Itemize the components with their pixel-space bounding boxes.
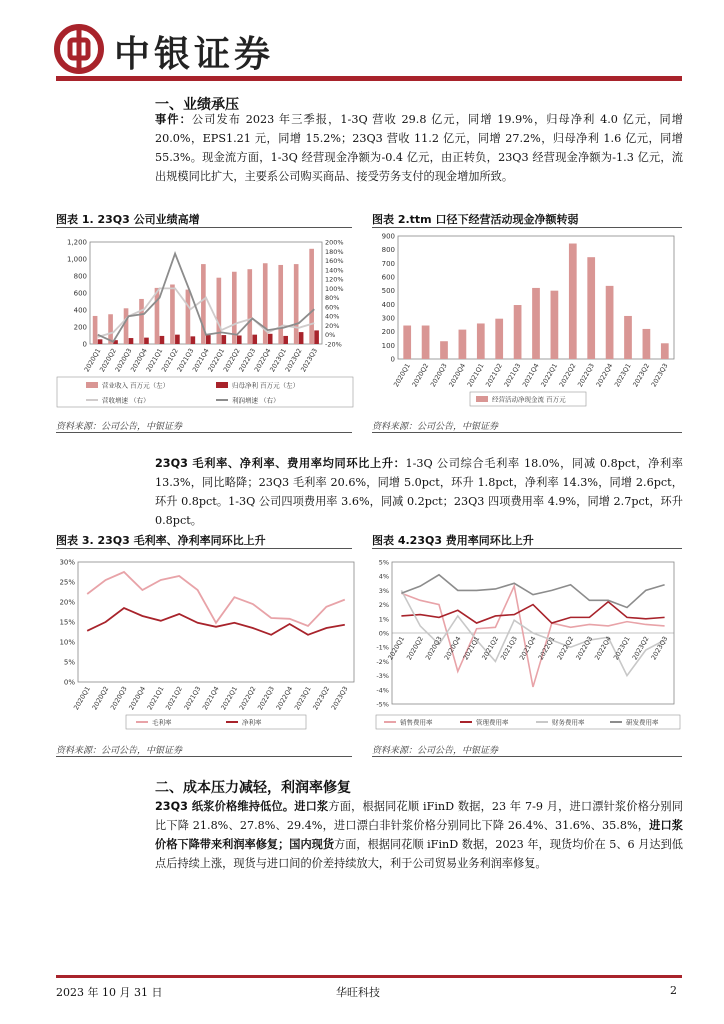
x-tick-label: 2021Q4	[200, 685, 221, 712]
y-tick-label: 30%	[59, 558, 75, 567]
revenue-bar	[309, 249, 314, 344]
y-tick-label: 2%	[378, 601, 389, 610]
x-tick-label: 2021Q1	[145, 685, 166, 712]
cashflow-bar	[624, 316, 632, 359]
y-left-tick-label: 800	[73, 272, 87, 281]
x-tick-label: 2020Q4	[129, 347, 149, 374]
net-profit-bar	[175, 335, 180, 344]
pulp-lead: 23Q3 纸浆价格维持低位。	[155, 800, 295, 813]
y-tick-label: 100	[381, 341, 395, 350]
x-tick-label: 2020Q3	[113, 347, 134, 374]
legend-label: 归母净利 百万元（左）	[232, 381, 300, 390]
brand-name: 中银证券	[114, 34, 275, 75]
x-tick-label: 2020Q3	[428, 362, 449, 389]
y-tick-label: 500	[381, 287, 395, 296]
y-tick-label: 0	[390, 355, 395, 364]
footer-rule	[56, 975, 682, 978]
x-tick-label: 2022Q2	[237, 685, 258, 712]
x-tick-label: 2022Q1	[536, 635, 557, 662]
x-tick-label: 2021Q1	[465, 362, 486, 389]
y-right-tick-label: 80%	[325, 294, 340, 303]
y-tick-label: 800	[381, 246, 395, 255]
x-tick-label: 2023Q3	[329, 685, 350, 712]
net-profit-bar	[237, 336, 242, 345]
x-tick-label: 2021Q4	[517, 635, 538, 662]
legend-label: 财务费用率	[552, 718, 585, 727]
x-tick-label: 2020Q1	[82, 347, 103, 374]
x-tick-label: 2022Q3	[574, 635, 595, 662]
footer-page: 2	[670, 984, 677, 997]
cashflow-bar	[422, 326, 430, 359]
x-tick-label: 2020Q2	[90, 685, 111, 712]
revenue-bar	[139, 299, 144, 344]
x-tick-label: 2022Q4	[593, 635, 613, 662]
cashflow-bar	[403, 326, 411, 359]
net-profit-bar	[129, 338, 134, 344]
x-tick-label: 2020Q4	[447, 362, 468, 389]
section-1-paragraph	[155, 110, 683, 186]
x-tick-label: 2021Q2	[159, 347, 180, 374]
cashflow-bar	[495, 319, 503, 359]
x-tick-label: 2023Q2	[630, 635, 651, 662]
chart-margins	[56, 552, 356, 732]
y-right-tick-label: 120%	[325, 275, 344, 284]
x-tick-label: 2020Q2	[405, 635, 425, 662]
y-right-tick-label: 200%	[325, 238, 344, 247]
bank-logo-icon	[54, 24, 104, 74]
x-tick-label: 2020Q4	[127, 685, 148, 712]
x-tick-label: 2021Q3	[175, 347, 196, 374]
x-tick-label: 2023Q1	[268, 347, 289, 374]
x-tick-label: 2022Q2	[555, 635, 576, 662]
x-tick-label: 2022Q3	[256, 685, 276, 712]
cashflow-bar	[440, 341, 448, 359]
y-left-tick-label: 1,000	[66, 255, 87, 264]
net-profit-bar	[98, 339, 103, 344]
revenue-bar	[186, 290, 191, 344]
section-2-title: 二、成本压力减轻，利润率修复	[155, 780, 351, 796]
y-left-tick-label: 600	[73, 289, 87, 298]
cashflow-bar	[569, 244, 577, 359]
x-tick-label: 2020Q1	[386, 635, 407, 662]
x-tick-label: 2023Q2	[283, 347, 304, 374]
revenue-bar	[278, 265, 283, 344]
x-tick-label: 2021Q2	[484, 362, 504, 389]
net-profit-bar	[314, 330, 319, 344]
x-tick-label: 2021Q1	[461, 635, 482, 662]
import-pulp-label: 进口浆	[294, 800, 329, 813]
y-tick-label: 5%	[63, 658, 75, 667]
x-tick-label: 2022Q3	[576, 362, 596, 389]
y-right-tick-label: 20%	[325, 321, 340, 330]
x-tick-label: 2021Q4	[190, 347, 211, 374]
footer-date: 2023 年 10 月 31 日	[56, 986, 163, 999]
net-profit-bar	[144, 338, 149, 344]
legend-label: 研发费用率	[626, 718, 659, 727]
net-profit-bar	[299, 332, 304, 344]
fig1-source-rule	[56, 432, 352, 433]
event-text: 公司发布 2023 年三季报，1-3Q 营收 29.8 亿元，同增 19.9%，归母净利 4.0 亿元，同增 20.0%，EPS1.21 元，同增 15.2%；23Q3 营收 11.2 亿元，同增 27.2%，归母净利 1.6 亿元，同增 55.3%。现金流方面，1-3Q 经营现金净额为-0.4 亿元，由正转负，23Q3 经营现金净额为-1.3 亿元，流出规模同比扩大，主要系公司购买商品、接受劳务支付的现金增加所致。	[155, 113, 683, 183]
y-tick-label: 3%	[378, 586, 389, 595]
y-tick-label: 10%	[59, 638, 75, 647]
x-tick-label: 2020Q4	[442, 635, 463, 662]
net-profit-bar	[160, 336, 165, 344]
x-tick-label: 2022Q1	[219, 685, 240, 712]
cashflow-bar	[551, 291, 559, 359]
domestic-lead: 进口浆价格下降带来利润率修复；国内现货	[155, 819, 683, 851]
legend-label: 利润增速 （右）	[232, 396, 280, 405]
x-tick-label: 2020Q1	[72, 685, 92, 712]
x-tick-label: 2023Q1	[292, 685, 313, 712]
y-tick-label: 5%	[378, 558, 389, 567]
fig3-source-rule	[56, 756, 352, 757]
x-tick-label: 2022Q2	[557, 362, 578, 389]
legend-label: 营收增速 （右）	[102, 396, 150, 405]
net-profit-bar	[268, 334, 273, 344]
y-tick-label: 700	[381, 259, 395, 268]
fig1-source: 资料来源：公司公告，中银证券	[56, 422, 183, 432]
y-tick-label: -5%	[376, 700, 389, 709]
legend-label: 营业收入 百万元（左）	[102, 381, 170, 390]
legend-swatch	[86, 382, 98, 388]
net-profit-bar	[191, 336, 196, 344]
y-tick-label: 4%	[378, 572, 389, 581]
x-tick-label: 2023Q1	[612, 362, 633, 389]
y-right-tick-label: 140%	[325, 266, 344, 275]
revenue-bar	[232, 272, 237, 344]
y-tick-label: 1%	[378, 615, 389, 624]
x-tick-label: 2022Q1	[206, 347, 227, 374]
fig4-source: 资料来源：公司公告，中银证券	[372, 746, 499, 756]
net-profit-bar	[206, 335, 211, 344]
fig3-title: 图表 3. 23Q3 毛利率、净利率同环比上升	[56, 534, 266, 547]
y-tick-label: -4%	[376, 686, 389, 695]
fig4-title-rule	[372, 548, 682, 549]
x-tick-label: 2021Q3	[502, 362, 523, 389]
x-tick-label: 2021Q2	[480, 635, 501, 662]
y-left-tick-label: 200	[73, 323, 87, 332]
y-right-tick-label: 0%	[325, 331, 336, 340]
y-right-tick-label: 40%	[325, 312, 340, 321]
y-right-tick-label: -20%	[325, 340, 342, 349]
net-profit-bar	[252, 335, 257, 344]
fig4-source-rule	[372, 756, 682, 757]
x-tick-label: 2020Q2	[98, 347, 118, 374]
legend-label: 销售费用率	[400, 718, 433, 727]
x-tick-label: 2023Q2	[311, 685, 332, 712]
fig1-title-rule	[56, 227, 352, 228]
x-tick-label: 2021Q3	[499, 635, 519, 662]
header-rule	[56, 76, 682, 81]
y-tick-label: 600	[381, 273, 395, 282]
fig2-source: 资料来源：公司公告，中银证券	[372, 422, 499, 432]
header	[48, 22, 688, 82]
y-tick-label: 20%	[59, 598, 75, 607]
import-pulp-text: 方面，根据同花顺 iFinD 数据，23 年 7-9 月，进口漂针浆价格分别同比下降 21.8%、27.8%、29.4%，进口漂白非针浆价格分别同比下降 26.4%、31.6%、35.8%，	[155, 800, 683, 832]
x-tick-label: 2022Q4	[594, 362, 615, 389]
x-tick-label: 2021Q4	[520, 362, 541, 389]
x-tick-label: 2021Q3	[182, 685, 203, 712]
legend-swatch	[216, 382, 228, 388]
legend-label: 管理费用率	[476, 718, 509, 727]
fig2-title: 图表 2.ttm 口径下经营活动现金净额转弱	[372, 213, 579, 226]
x-tick-label: 2020Q3	[423, 635, 444, 662]
chart-expense-ratios	[372, 552, 684, 732]
revenue-bar	[124, 308, 129, 344]
x-tick-label: 2023Q3	[649, 635, 670, 662]
fig2-title-rule	[372, 227, 682, 228]
cashflow-bar	[459, 330, 467, 359]
revenue-bar	[247, 269, 252, 344]
x-tick-label: 2023Q2	[631, 362, 652, 389]
rnd-expense-line	[401, 575, 664, 608]
y-right-tick-label: 180%	[325, 247, 344, 256]
cashflow-bar	[606, 286, 614, 359]
fig1-title: 图表 1. 23Q3 公司业绩高增	[56, 213, 200, 226]
y-left-tick-label: 400	[73, 306, 87, 315]
revenue-bar	[93, 316, 98, 344]
y-left-tick-label: 1,200	[66, 238, 87, 247]
gross-margin-line	[87, 572, 345, 626]
y-tick-label: -3%	[376, 672, 389, 681]
section-2-paragraph	[155, 797, 683, 873]
y-right-tick-label: 60%	[325, 303, 340, 312]
x-tick-label: 2020Q3	[108, 685, 129, 712]
x-tick-label: 2022Q3	[237, 347, 258, 374]
y-tick-label: 300	[381, 314, 395, 323]
x-tick-label: 2022Q2	[221, 347, 242, 374]
y-tick-label: 0%	[63, 678, 75, 687]
cashflow-bar	[643, 329, 651, 359]
legend-label: 毛利率	[152, 718, 172, 727]
fig3-title-rule	[56, 548, 352, 549]
x-tick-label: 2020Q2	[410, 362, 431, 389]
cashflow-bar	[661, 343, 669, 359]
revenue-bar	[155, 288, 160, 344]
legend-swatch	[476, 396, 488, 402]
cashflow-bar	[587, 257, 595, 359]
footer-company: 华旺科技	[336, 986, 380, 999]
revenue-bar	[294, 264, 299, 344]
y-tick-label: 200	[381, 328, 395, 337]
net-profit-bar	[283, 336, 288, 344]
cashflow-bar	[514, 305, 522, 359]
y-right-tick-label: 160%	[325, 257, 344, 266]
cashflow-bar	[477, 323, 485, 359]
x-tick-label: 2022Q4	[274, 685, 295, 712]
x-tick-label: 2023Q3	[649, 362, 670, 389]
margin-lead: 23Q3 毛利率、净利率、费用率均同环比上升：	[155, 457, 406, 470]
x-tick-label: 2022Q4	[252, 347, 273, 374]
fig3-source: 资料来源：公司公告，中银证券	[56, 746, 183, 756]
y-tick-label: 15%	[59, 618, 75, 627]
y-tick-label: 0%	[378, 629, 389, 638]
y-tick-label: -2%	[376, 657, 389, 666]
section-1-title: 一、业绩承压	[155, 97, 239, 113]
domestic-text: 方面，根据同花顺 iFinD 数据，2023 年，现货均价在 5、6 月达到低点后持续上涨，现货与进口间的价差持续放大，利于公司贸易业务利润率修复。	[155, 838, 683, 870]
x-tick-label: 2022Q1	[539, 362, 560, 389]
y-right-tick-label: 100%	[325, 284, 344, 293]
x-tick-label: 2023Q3	[299, 347, 319, 374]
margin-paragraph	[155, 454, 683, 530]
cashflow-bar	[532, 288, 540, 359]
chart-revenue-profit	[56, 230, 356, 410]
fig4-title: 图表 4.23Q3 费用率同环比上升	[372, 534, 534, 547]
x-tick-label: 2023Q1	[611, 635, 632, 662]
x-tick-label: 2020Q1	[392, 362, 412, 389]
legend-label: 经营活动净现金流 百万元	[492, 395, 566, 404]
x-tick-label: 2021Q1	[144, 347, 165, 374]
y-tick-label: -1%	[376, 643, 389, 652]
x-tick-label: 2021Q2	[164, 685, 184, 712]
revenue-bar	[217, 278, 222, 344]
y-tick-label: 900	[381, 232, 395, 241]
revenue-bar	[170, 285, 175, 345]
net-profit-bar	[221, 335, 226, 344]
margin-text: 1-3Q 公司综合毛利率 18.0%，同减 0.8pct，净利率 13.3%，同比略降；23Q3 毛利率 20.6%，同增 5.0pct，环升 1.8pct，净利率 14.3%，同增 2.6pct，环升 0.8pct。1-3Q 公司四项费用率 3.6%，同减 0.2pct；23Q3 四项费用率 4.9%，同增 2.7pct，环升 0.8pct。	[155, 457, 683, 527]
event-label: 事件：	[155, 113, 192, 126]
y-tick-label: 25%	[59, 578, 75, 587]
chart-operating-cashflow	[372, 230, 684, 410]
legend-label: 净利率	[242, 718, 262, 727]
fig2-source-rule	[372, 432, 682, 433]
y-left-tick-label: 0	[82, 340, 87, 349]
y-tick-label: 400	[381, 300, 395, 309]
